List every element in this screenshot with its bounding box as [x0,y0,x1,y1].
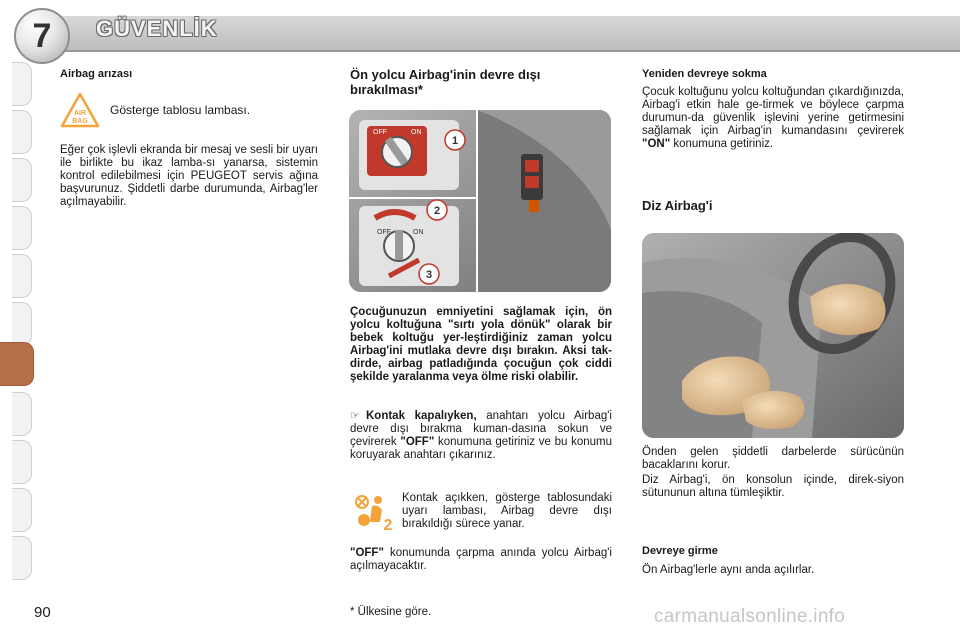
passenger-airbag-off-icon [352,492,394,532]
reactivation-text-2: konumuna getiriniz. [670,138,774,150]
chapter-tab-1[interactable] [12,62,32,106]
svg-text:BAG: BAG [72,118,88,125]
footnote: * Ülkesine göre. [350,606,432,618]
ignition-off-label: Kontak kapalıyken, [366,410,477,422]
off-label: "OFF" [400,436,435,448]
svg-text:3: 3 [425,269,433,281]
reactivation-heading: Yeniden devreye sokma [642,68,767,80]
deactivation-instruction [350,410,612,462]
svg-text:1: 1 [451,135,459,147]
chapter-tab-5[interactable] [12,254,32,298]
chapter-tab-9[interactable] [12,440,32,484]
svg-text:AIR: AIR [73,110,87,117]
on-label: "ON" [642,138,671,150]
svg-text:2: 2 [433,205,441,217]
knee-airbag-figure [642,233,904,438]
pointer-icon: ☞ [350,410,360,422]
instruction-text-1: anahtarı yolcu Airbag'i devre dışı bırakma kuman-dasına sokun ve çevirerek [350,410,612,448]
page-number: 90 [34,604,51,621]
child-safety-warning: Çocuğunuzun emniyetini sağlamak için, ön yolcu koltuğuna "sırtı yola dönük" olarak bir bebek koltuğu yer-leştirdiğiniz zaman yolcu Airbag'ini mutlaka devre dışı bırakın. Aksi tak-dirde, airbag patladığında çocuğun çok ciddi şekilde yaralanma veya ölme riski olabilir. [350,306,612,383]
svg-text:ON: ON [413,229,424,236]
reactivation-text [642,86,904,151]
page-title: GÜVENLİK [96,16,218,41]
svg-text:ON: ON [411,129,422,136]
knee-airbag-caption-2: Diz Airbag'i, ön konsolun içinde, direk-siyon sütununun altına tümleşiktir. [642,474,904,499]
svg-text:OFF: OFF [377,229,391,236]
svg-text:OFF: OFF [373,129,387,136]
airbag-fault-heading: Airbag arızası [60,68,133,80]
off-position-text: konumunda çarpma anında yolcu Airbag'i açılmayacaktır. [350,547,612,572]
chapter-tab-2[interactable] [12,110,32,154]
instruction-text-2: konumuna getiriniz ve bu konumu koruyarak anahtarı çıkarınız. [350,436,613,461]
deployment-text: Ön Airbag'lerle aynı anda açılırlar. [642,564,815,576]
heading-line-1: Ön yolcu Airbag'inin devre dışı [350,67,541,82]
chapter-tabs [0,62,34,576]
off-position-note [350,547,612,573]
knee-airbag-caption-1: Önden gelen şiddetli darbelerde sürücünün bacaklarını korur. [642,446,904,471]
airbag-fault-text: Eğer çok işlevli ekranda bir mesaj ve sesli bir uyarı ile birlikte bu ikaz lamba-sı yanarsa, sistemin kontrol edilebilmesi için PEUGEOT servis ağına başvurunuz. Şiddetli darbe durumunda, Airbag'ler açılmayabilir. [60,144,318,208]
warning-lamp-caption: Gösterge tablosu lambası. [110,103,251,117]
reactivation-text-1: Çocuk koltuğunu yolcu koltuğundan çıkardığınızda, Airbag'i etkin hale ge-tirmek ve böylece çarpma durumun-da güvenlik işlevini yerine getirmesini sağlamak için Airbag'in kumandasını çevirerek [642,86,904,137]
site-watermark: carmanualsonline.info [654,606,846,627]
airbag-warning-icon [60,92,100,128]
deactivation-lamp-text: Kontak açıkken, gösterge tablosundaki uyarı lambası, Airbag devre dışı bırakıldığı sürece yanar. [402,492,612,530]
chapter-number-badge: 7 [14,8,70,64]
chapter-tab-8[interactable] [12,392,32,436]
chapter-tab-7-active[interactable] [0,342,34,386]
chapter-tab-6[interactable] [12,302,32,346]
chapter-tab-10[interactable] [12,488,32,532]
deployment-heading: Devreye girme [642,545,718,557]
chapter-tab-3[interactable] [12,158,32,202]
passenger-airbag-deactivation-heading [350,67,620,97]
deactivation-switch-figure [349,110,611,292]
off-position-label: "OFF" [350,547,384,559]
chapter-tab-4[interactable] [12,206,32,250]
heading-line-2: bırakılması* [350,82,423,97]
chapter-tab-11[interactable] [12,536,32,580]
svg-text:2: 2 [383,517,393,532]
knee-airbag-heading: Diz Airbag'i [642,198,713,213]
